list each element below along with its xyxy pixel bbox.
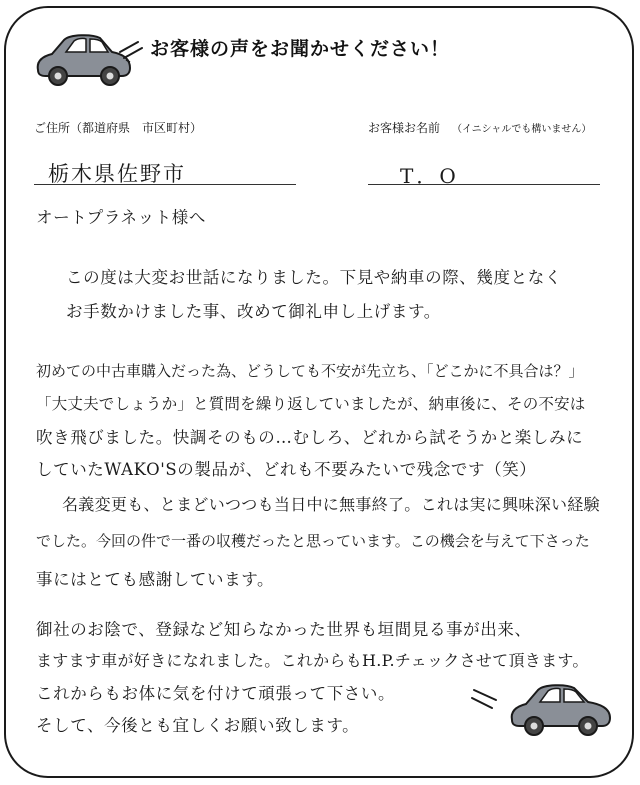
address-underline <box>34 184 296 185</box>
letter-line: でした。今回の件で一番の収穫だったと思っています。この機会を与えて下さった <box>36 532 590 550</box>
letter-line: 御社のお陰で、登録など知らなかった世界も垣間見る事が出来、 <box>36 620 532 639</box>
address-value: 栃木県佐野市 <box>48 162 186 186</box>
letter-line: これからもお体に気を付けて頑張って下さい。 <box>36 684 396 703</box>
car-icon <box>506 678 618 744</box>
letter-line: そして、今後とも宜しくお願い致します。 <box>36 716 360 735</box>
page-title: お客様の声をお聞かせください！ <box>150 38 451 60</box>
letter-line: この度は大変お世話になりました。下見や納車の際、幾度となく <box>66 268 562 287</box>
name-underline <box>368 184 600 185</box>
letter-line: していたWAKO'Sの製品が、どれも不要みたいで残念です（笑） <box>36 460 537 479</box>
letter-line: お手数かけました事、改めて御礼申し上げます。 <box>66 302 441 321</box>
motion-lines-icon <box>468 684 504 712</box>
name-value: T．O <box>400 164 459 188</box>
name-label-text: お客様お名前 <box>368 121 441 135</box>
letter-line: 吹き飛びました。快調そのもの…むしろ、どれから試そうかと楽しみに <box>36 428 584 447</box>
letter-salutation: オートプラネット様へ <box>36 208 207 227</box>
letter-line: 「大丈夫でしょうか」と質問を繰り返していましたが、納車後に、その不安は <box>36 395 586 413</box>
name-label <box>368 119 591 136</box>
letter-line: 初めての中古車購入だった為、どうしても不安が先立ち、「どこかに不具合は？」 <box>36 362 584 380</box>
address-label: ご住所（都道府県 市区町村） <box>34 121 203 135</box>
name-label-note: （イニシャルでも構いません） <box>452 124 592 135</box>
letter-line: 名義変更も、とまどいつつも当日中に無事終了。これは実に興味深い経験 <box>62 495 600 514</box>
letter-line: ますます車が好きになれました。これからもH.P.チェックさせて頂きます。 <box>36 651 589 670</box>
motion-lines-icon <box>116 36 146 62</box>
letter-line: 事にはとても感謝しています。 <box>36 570 275 589</box>
